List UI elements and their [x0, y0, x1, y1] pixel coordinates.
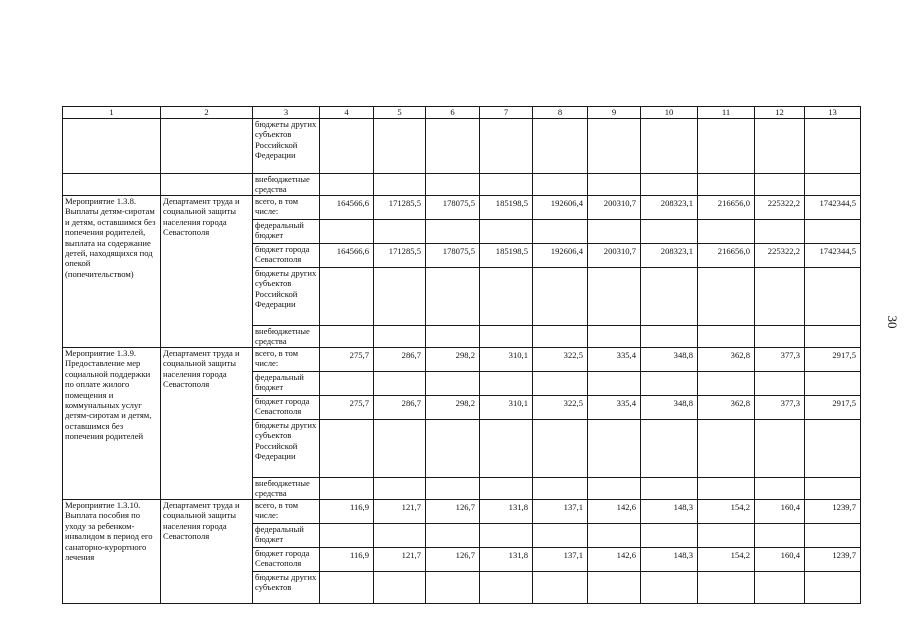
amount-cell	[320, 524, 374, 548]
amount-cell	[805, 372, 861, 396]
amount-cell	[480, 420, 533, 478]
amount-cell: 131,8	[480, 500, 533, 524]
amount-cell: 160,4	[755, 500, 805, 524]
amount-cell	[588, 524, 641, 548]
amount-cell: 116,9	[320, 548, 374, 572]
amount-cell: 1239,7	[805, 500, 861, 524]
amount-cell	[533, 220, 588, 244]
amount-cell	[641, 524, 698, 548]
amount-cell: 200310,7	[588, 244, 641, 268]
funding-source: федеральный бюджет	[253, 524, 320, 548]
amount-cell	[480, 478, 533, 500]
amount-cell: 185198,5	[480, 196, 533, 220]
amount-cell: 335,4	[588, 348, 641, 372]
amount-cell	[588, 220, 641, 244]
amount-cell	[533, 268, 588, 326]
column-header: 7	[480, 107, 533, 119]
amount-cell	[533, 326, 588, 348]
funding-source: всего, в том числе:	[253, 196, 320, 220]
amount-cell: 322,5	[533, 396, 588, 420]
amount-cell: 185198,5	[480, 244, 533, 268]
amount-cell	[755, 572, 805, 604]
measure-name: Мероприятие 1.3.9. Предоставление мер социальной поддержки по оплате жилого помещения и коммунальных услуг детям-сиротам и детям, оставшимся без попечения родителей	[63, 348, 161, 500]
amount-cell	[426, 478, 480, 500]
table-row	[63, 348, 861, 372]
amount-cell: 1239,7	[805, 548, 861, 572]
amount-cell	[374, 420, 426, 478]
column-header: 4	[320, 107, 374, 119]
amount-cell: 362,8	[698, 348, 755, 372]
amount-cell: 310,1	[480, 396, 533, 420]
amount-cell: 116,9	[320, 500, 374, 524]
amount-cell	[641, 372, 698, 396]
funding-source: федеральный бюджет	[253, 372, 320, 396]
amount-cell	[480, 572, 533, 604]
amount-cell: 137,1	[533, 548, 588, 572]
funding-source: бюджет города Севастополя	[253, 548, 320, 572]
funding-source: внебюджетные средства	[253, 174, 320, 196]
amount-cell: 335,4	[588, 396, 641, 420]
amount-cell: 298,2	[426, 396, 480, 420]
amount-cell: 275,7	[320, 396, 374, 420]
amount-cell: 148,3	[641, 548, 698, 572]
amount-cell	[480, 268, 533, 326]
amount-cell: 298,2	[426, 348, 480, 372]
amount-cell	[805, 478, 861, 500]
amount-cell	[588, 372, 641, 396]
amount-cell: 137,1	[533, 500, 588, 524]
amount-cell	[755, 478, 805, 500]
amount-cell: 348,8	[641, 348, 698, 372]
amount-cell: 148,3	[641, 500, 698, 524]
amount-cell	[698, 572, 755, 604]
amount-cell: 142,6	[588, 548, 641, 572]
amount-cell	[426, 220, 480, 244]
table-row	[63, 174, 861, 196]
amount-cell	[320, 478, 374, 500]
amount-cell: 362,8	[698, 396, 755, 420]
amount-cell	[641, 478, 698, 500]
amount-cell	[533, 572, 588, 604]
amount-cell: 208323,1	[641, 196, 698, 220]
amount-cell: 131,8	[480, 548, 533, 572]
amount-cell	[480, 372, 533, 396]
amount-cell: 178075,5	[426, 196, 480, 220]
amount-cell	[805, 220, 861, 244]
amount-cell	[374, 326, 426, 348]
amount-cell: 2917,5	[805, 396, 861, 420]
amount-cell: 377,3	[755, 348, 805, 372]
amount-cell: 171285,5	[374, 196, 426, 220]
responsible-department: Департамент труда и социальной защиты населения города Севастополя	[161, 500, 253, 604]
amount-cell	[805, 326, 861, 348]
funding-source: бюджет города Севастополя	[253, 396, 320, 420]
funding-source: внебюджетные средства	[253, 478, 320, 500]
amount-cell	[480, 524, 533, 548]
amount-cell	[426, 524, 480, 548]
column-header: 12	[755, 107, 805, 119]
page-number: 30	[885, 315, 900, 329]
amount-cell	[755, 268, 805, 326]
amount-cell: 286,7	[374, 396, 426, 420]
amount-cell	[320, 326, 374, 348]
amount-cell	[320, 420, 374, 478]
amount-cell	[588, 268, 641, 326]
funding-source: федеральный бюджет	[253, 220, 320, 244]
amount-cell	[480, 220, 533, 244]
amount-cell: 142,6	[588, 500, 641, 524]
amount-cell: 216656,0	[698, 244, 755, 268]
amount-cell	[588, 326, 641, 348]
column-header: 2	[161, 107, 253, 119]
amount-cell	[698, 326, 755, 348]
amount-cell	[374, 572, 426, 604]
amount-cell: 1742344,5	[805, 196, 861, 220]
amount-cell: 164566,6	[320, 196, 374, 220]
financing-table	[62, 106, 861, 604]
amount-cell	[641, 220, 698, 244]
amount-cell	[755, 220, 805, 244]
table-row	[63, 196, 861, 220]
table-row	[63, 500, 861, 524]
amount-cell	[588, 478, 641, 500]
measure-name: Мероприятие 1.3.8. Выплаты детям-сиротам и детям, оставшимся без попечения родителей, выплата на содержание детей, находящихся под опекой (попечительством)	[63, 196, 161, 348]
funding-source: бюджеты других субъектов Российской Федерации	[253, 268, 320, 326]
amount-cell	[698, 420, 755, 478]
amount-cell: 275,7	[320, 348, 374, 372]
responsible-department: Департамент труда и социальной защиты населения города Севастополя	[161, 196, 253, 348]
amount-cell	[641, 268, 698, 326]
amount-cell	[698, 478, 755, 500]
funding-source: бюджеты других субъектов Российской Федерации	[253, 119, 320, 174]
funding-source: внебюджетные средства	[253, 326, 320, 348]
funding-source: бюджет города Севастополя	[253, 244, 320, 268]
amount-cell	[426, 268, 480, 326]
amount-cell	[374, 372, 426, 396]
amount-cell	[533, 420, 588, 478]
amount-cell	[805, 420, 861, 478]
amount-cell	[698, 220, 755, 244]
amount-cell: 178075,5	[426, 244, 480, 268]
amount-cell: 154,2	[698, 500, 755, 524]
amount-cell: 160,4	[755, 548, 805, 572]
amount-cell: 322,5	[533, 348, 588, 372]
amount-cell: 310,1	[480, 348, 533, 372]
amount-cell	[374, 524, 426, 548]
amount-cell	[533, 372, 588, 396]
column-header: 1	[63, 107, 161, 119]
amount-cell: 126,7	[426, 500, 480, 524]
amount-cell	[374, 220, 426, 244]
amount-cell	[805, 268, 861, 326]
column-header: 6	[426, 107, 480, 119]
amount-cell	[641, 572, 698, 604]
amount-cell	[426, 420, 480, 478]
column-header: 8	[533, 107, 588, 119]
funding-source: всего, в том числе:	[253, 500, 320, 524]
amount-cell: 286,7	[374, 348, 426, 372]
amount-cell	[641, 420, 698, 478]
amount-cell: 377,3	[755, 396, 805, 420]
amount-cell	[641, 326, 698, 348]
amount-cell: 2917,5	[805, 348, 861, 372]
amount-cell: 200310,7	[588, 196, 641, 220]
amount-cell	[698, 524, 755, 548]
amount-cell	[805, 524, 861, 548]
measure-name: Мероприятие 1.3.10. Выплата пособия по уходу за ребенком-инвалидом в период его санаторно-курортного лечения	[63, 500, 161, 604]
amount-cell: 192606,4	[533, 244, 588, 268]
amount-cell: 171285,5	[374, 244, 426, 268]
amount-cell	[533, 524, 588, 548]
amount-cell	[588, 572, 641, 604]
header-row	[63, 107, 861, 119]
amount-cell: 225322,2	[755, 196, 805, 220]
column-header: 10	[641, 107, 698, 119]
column-header: 3	[253, 107, 320, 119]
amount-cell: 1742344,5	[805, 244, 861, 268]
amount-cell	[426, 372, 480, 396]
amount-cell	[320, 372, 374, 396]
amount-cell	[755, 372, 805, 396]
amount-cell: 192606,4	[533, 196, 588, 220]
amount-cell	[805, 572, 861, 604]
amount-cell	[320, 220, 374, 244]
funding-source: всего, в том числе:	[253, 348, 320, 372]
amount-cell	[320, 572, 374, 604]
amount-cell	[698, 372, 755, 396]
amount-cell	[698, 268, 755, 326]
amount-cell: 154,2	[698, 548, 755, 572]
amount-cell: 348,8	[641, 396, 698, 420]
amount-cell	[374, 268, 426, 326]
column-header: 9	[588, 107, 641, 119]
amount-cell	[755, 524, 805, 548]
amount-cell	[755, 420, 805, 478]
funding-source: бюджеты других субъектов Российской Федерации	[253, 420, 320, 478]
column-header: 11	[698, 107, 755, 119]
amount-cell	[426, 326, 480, 348]
amount-cell: 225322,2	[755, 244, 805, 268]
amount-cell: 164566,6	[320, 244, 374, 268]
amount-cell: 208323,1	[641, 244, 698, 268]
column-header: 13	[805, 107, 861, 119]
amount-cell	[755, 326, 805, 348]
amount-cell	[426, 572, 480, 604]
amount-cell: 216656,0	[698, 196, 755, 220]
amount-cell: 121,7	[374, 548, 426, 572]
amount-cell	[588, 420, 641, 478]
table-row	[63, 119, 861, 174]
responsible-department: Департамент труда и социальной защиты населения города Севастополя	[161, 348, 253, 500]
amount-cell	[533, 478, 588, 500]
amount-cell: 126,7	[426, 548, 480, 572]
funding-source: бюджеты других субъектов	[253, 572, 320, 604]
amount-cell	[374, 478, 426, 500]
amount-cell	[480, 326, 533, 348]
column-header: 5	[374, 107, 426, 119]
amount-cell	[320, 268, 374, 326]
amount-cell: 121,7	[374, 500, 426, 524]
